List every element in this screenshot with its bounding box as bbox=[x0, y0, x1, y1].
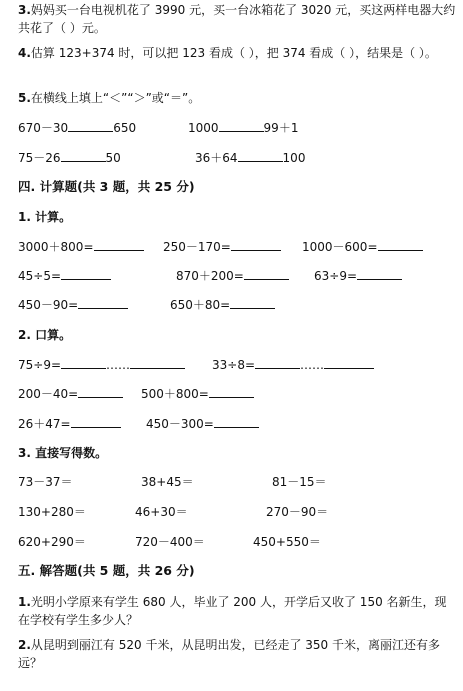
question-text: 光明小学原来有学生 680 人，毕业了 200 人，开学后又收了 150 名新生，现在学校有学生多少人？ bbox=[18, 595, 447, 627]
question-5 bbox=[18, 90, 200, 106]
answer-blank[interactable] bbox=[61, 357, 106, 369]
question-number: 3. bbox=[18, 3, 31, 17]
expression: 650＋80= bbox=[170, 298, 231, 312]
question-number: 2. bbox=[18, 638, 31, 652]
expression: 75－26 bbox=[18, 151, 61, 165]
question-text: 估算 123+374 时，可以把 123 看成（ ），把 374 看成（ ），结果是（ ）。 bbox=[30, 46, 437, 60]
expression: 99＋1 bbox=[263, 121, 299, 135]
expression: 870＋200= bbox=[176, 269, 244, 283]
mental-item: 130+280＝ bbox=[18, 505, 86, 519]
expression: 670－30 bbox=[18, 121, 69, 135]
remainder-dots: …… bbox=[106, 358, 131, 372]
calc-item bbox=[18, 357, 185, 373]
question-number: 5. bbox=[18, 91, 31, 105]
expression: 200－40= bbox=[18, 387, 79, 401]
word-problem-1 bbox=[18, 593, 458, 629]
section-title: 五. 解答题(共 5 题，共 26 分) bbox=[18, 563, 195, 578]
expression: 450－90= bbox=[18, 298, 79, 312]
problem-title: 3. 直接写得数。 bbox=[18, 446, 108, 460]
answer-blank[interactable] bbox=[214, 416, 259, 428]
answer-blank[interactable] bbox=[219, 120, 264, 132]
problem-title: 1. 计算。 bbox=[18, 210, 72, 224]
mental-item: 450+550＝ bbox=[253, 535, 321, 549]
calc-item bbox=[176, 268, 289, 284]
calc-item bbox=[212, 357, 374, 373]
expression: 26＋47= bbox=[18, 417, 71, 431]
mental-item: 46+30＝ bbox=[135, 505, 188, 519]
answer-blank[interactable] bbox=[238, 150, 283, 162]
calc-item bbox=[302, 239, 423, 255]
calc-item bbox=[18, 268, 111, 284]
answer-blank[interactable] bbox=[209, 386, 254, 398]
question-4 bbox=[18, 44, 458, 62]
expression: 33÷8= bbox=[212, 358, 256, 372]
mental-item: 620+290＝ bbox=[18, 535, 86, 549]
remainder-blank[interactable] bbox=[130, 357, 185, 369]
compare-item bbox=[18, 150, 121, 166]
calc-item bbox=[18, 416, 121, 432]
question-text: 在横线上填上“＜”“＞”或“＝”。 bbox=[30, 91, 201, 105]
calc-item bbox=[170, 297, 275, 313]
question-number: 1. bbox=[18, 595, 31, 609]
expression: 3000＋800= bbox=[18, 240, 94, 254]
answer-blank[interactable] bbox=[71, 416, 121, 428]
mental-item: 38+45＝ bbox=[141, 475, 194, 489]
answer-blank[interactable] bbox=[244, 268, 289, 280]
compare-item bbox=[188, 120, 298, 136]
calc-item bbox=[314, 268, 402, 284]
expression: 36＋64 bbox=[195, 151, 238, 165]
expression: 450－300= bbox=[146, 417, 214, 431]
answer-blank[interactable] bbox=[61, 268, 111, 280]
answer-blank[interactable] bbox=[230, 297, 275, 309]
calc-item bbox=[141, 386, 254, 402]
answer-blank[interactable] bbox=[78, 386, 123, 398]
mental-item: 270－90＝ bbox=[266, 505, 329, 519]
word-problem-2 bbox=[18, 636, 458, 672]
answer-blank[interactable] bbox=[68, 120, 113, 132]
problem-title: 2. 口算。 bbox=[18, 328, 72, 342]
expression: 100 bbox=[282, 151, 306, 165]
expression: 1000 bbox=[188, 121, 219, 135]
expression: 45÷5= bbox=[18, 269, 62, 283]
calc-item bbox=[146, 416, 259, 432]
expression: 63÷9= bbox=[314, 269, 358, 283]
expression: 50 bbox=[105, 151, 121, 165]
remainder-blank[interactable] bbox=[324, 357, 374, 369]
question-text: 从昆明到丽江有 520 千米，从昆明出发，已经走了 350 千米，离丽江还有多远？ bbox=[18, 638, 440, 670]
expression: 250－170= bbox=[163, 240, 231, 254]
calc-item bbox=[163, 239, 281, 255]
expression: 650 bbox=[113, 121, 137, 135]
mental-item: 81－15＝ bbox=[272, 475, 327, 489]
answer-blank[interactable] bbox=[94, 239, 144, 251]
answer-blank[interactable] bbox=[378, 239, 423, 251]
answer-blank[interactable] bbox=[357, 268, 402, 280]
answer-blank[interactable] bbox=[78, 297, 128, 309]
expression: 500＋800= bbox=[141, 387, 209, 401]
answer-blank[interactable] bbox=[255, 357, 300, 369]
answer-blank[interactable] bbox=[61, 150, 106, 162]
question-text: 妈妈买一台电视机花了 3990 元，买一台冰箱花了 3020 元，买这两样电器大约共花了（ ）元。 bbox=[18, 3, 456, 35]
mental-item: 720－400＝ bbox=[135, 535, 205, 549]
section-title: 四. 计算题(共 3 题，共 25 分) bbox=[18, 179, 195, 194]
calc-item bbox=[18, 297, 128, 313]
mental-item: 73－37＝ bbox=[18, 475, 73, 489]
compare-item bbox=[18, 120, 136, 136]
calc-item bbox=[18, 386, 123, 402]
calc-item bbox=[18, 239, 144, 255]
question-number: 4. bbox=[18, 46, 31, 60]
remainder-dots: …… bbox=[300, 358, 325, 372]
answer-blank[interactable] bbox=[231, 239, 281, 251]
question-3 bbox=[18, 1, 458, 37]
expression: 75÷9= bbox=[18, 358, 62, 372]
expression: 1000－600= bbox=[302, 240, 378, 254]
compare-item bbox=[195, 150, 305, 166]
